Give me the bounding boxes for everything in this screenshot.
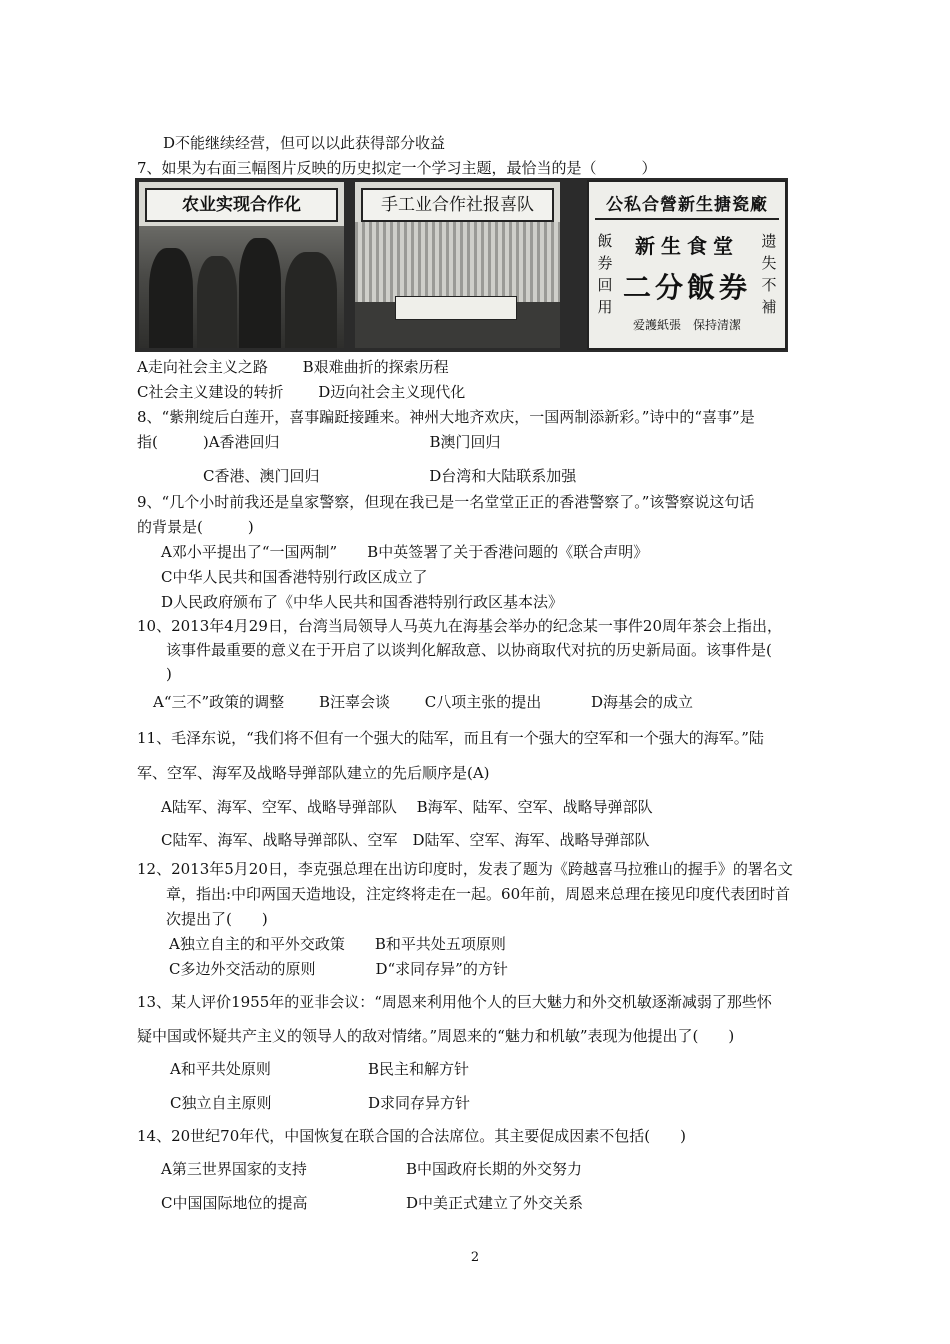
handicraft-cooperative-photo xyxy=(355,182,560,348)
page-number: 2 xyxy=(470,1250,480,1265)
q14-option-c: C中国国际地位的提高 xyxy=(161,1194,308,1212)
q11-stem: 11、毛泽东说，“我们将不但有一个强大的陆军，而且有一个强大的空军和一个强大的海军。”陆 xyxy=(137,729,764,747)
q9-option-c: C中华人民共和国香港特别行政区成立了 xyxy=(161,568,428,586)
q12-stem: 12、2013年5月20日，李克强总理在出访印度时，发表了题为《跨越喜马拉雅山的握手》的署名文 xyxy=(137,860,793,878)
img3-title: 公私合營新生搪瓷廠 xyxy=(606,195,768,215)
q12-stem-cont: 章，指出:中印两国天造地设，注定终将走在一起。60年前，周恩来总理在接见印度代表团时首 xyxy=(166,885,791,903)
q10-stem-cont: 该事件最重要的意义在于开启了以谈判化解敌意、以协商取代对抗的历史新局面。该事件是( xyxy=(166,641,772,659)
img3-right-column: 遗失不補 xyxy=(761,232,777,316)
q9-stem-cont: 的背景是( ) xyxy=(137,518,254,536)
q9-options-ab: A邓小平提出了“一国两制” B中英签署了关于香港问题的《联合声明》 xyxy=(161,543,649,561)
q8-options-ab: 指( )A香港回归 B澳门回归 xyxy=(137,433,501,451)
q14-option-b: B中国政府长期的外交努力 xyxy=(406,1160,583,1178)
q14-stem: 14、20世纪70年代，中国恢复在联合国的合法席位。其主要促成因素不包括( ) xyxy=(137,1127,686,1145)
q13-option-d: D求同存异方针 xyxy=(368,1094,471,1112)
q10-stem: 10、2013年4月29日，台湾当局领导人马英九在海基会举办的纪念某一事件20周年茶会上指出， xyxy=(137,617,782,635)
q12-options-cd: C多边外交活动的原则 D“求同存异”的方针 xyxy=(169,960,508,978)
q12-stem-end: 次提出了( ) xyxy=(166,910,268,928)
img3-left-column: 飯券回用 xyxy=(597,232,613,316)
q12-options-ab: A独立自主的和平外交政策 B和平共处五项原则 xyxy=(169,935,506,953)
q8-options-cd: C香港、澳门回归 D台湾和大陆联系加强 xyxy=(203,467,577,485)
parade-scene xyxy=(355,222,560,348)
q8-stem: 8、“紫荆绽后白莲开，喜事蹁跹接踵来。神州大地齐欢庆，一国两制添新彩。”诗中的“喜事”是 xyxy=(137,408,755,426)
q11-options-cd: C陆军、海军、战略导弹部队、空军 D陆军、空军、海军、战略导弹部队 xyxy=(161,831,650,849)
handshake-scene xyxy=(139,226,344,348)
q14-option-d: D中美正式建立了外交关系 xyxy=(406,1194,584,1212)
q13-stem-cont: 疑中国或怀疑共产主义的领导人的敌对情绪。”周恩来的“魅力和机敏”表现为他提出了( ) xyxy=(137,1027,735,1045)
q11-stem-cont: 军、空军、海军及战略导弹部队建立的先后顺序是(A) xyxy=(137,764,490,782)
q13-option-b: B民主和解方针 xyxy=(368,1060,470,1078)
img3-amount: 二分飯券 xyxy=(622,271,751,304)
q9-option-d: D人民政府颁布了《中华人民共和国香港特别行政区基本法》 xyxy=(161,593,564,611)
q11-options-ab: A陆军、海军、空军、战略导弹部队 B海军、陆军、空军、战略导弹部队 xyxy=(161,798,653,816)
q14-option-a: A第三世界国家的支持 xyxy=(161,1160,307,1178)
meal-ticket-image xyxy=(587,180,787,350)
img1-caption: 农业实现合作化 xyxy=(145,188,338,222)
q9-stem: 9、“几个小时前我还是皇家警察，但现在我已是一名堂堂正正的香港警察了。”该警察说这句话 xyxy=(137,493,755,511)
q13-option-a: A和平共处原则 xyxy=(170,1060,271,1078)
agriculture-cooperative-photo xyxy=(139,182,344,348)
q6-option-d: D不能继续经营，但可以以此获得部分收益 xyxy=(163,134,446,152)
img2-caption: 手工业合作社报喜队 xyxy=(361,188,554,222)
q13-stem: 13、某人评价1955年的亚非会议：“周恩来利用他个人的巨大魅力和外交机敏逐渐减弱了那些怀 xyxy=(137,993,772,1011)
q7-stem: 7、如果为右面三幅图片反映的历史拟定一个学习主题，最恰当的是（ ） xyxy=(137,159,657,177)
q10-options: A“三不”政策的调整 B汪辜会谈 C八项主张的提出 D海基会的成立 xyxy=(153,693,694,711)
img3-bottom-text: 爱護紙張 保持清潔 xyxy=(632,318,741,332)
q7-options-cd: C社会主义建设的转折 D迈向社会主义现代化 xyxy=(137,383,466,401)
img3-main-text: 新生食堂 xyxy=(635,234,739,258)
q10-stem-end: ) xyxy=(166,665,172,683)
q7-options-ab: A走向社会主义之路 B艰难曲折的探索历程 xyxy=(137,358,449,376)
q7-image-strip xyxy=(135,178,788,352)
q13-option-c: C独立自主原则 xyxy=(170,1094,272,1112)
